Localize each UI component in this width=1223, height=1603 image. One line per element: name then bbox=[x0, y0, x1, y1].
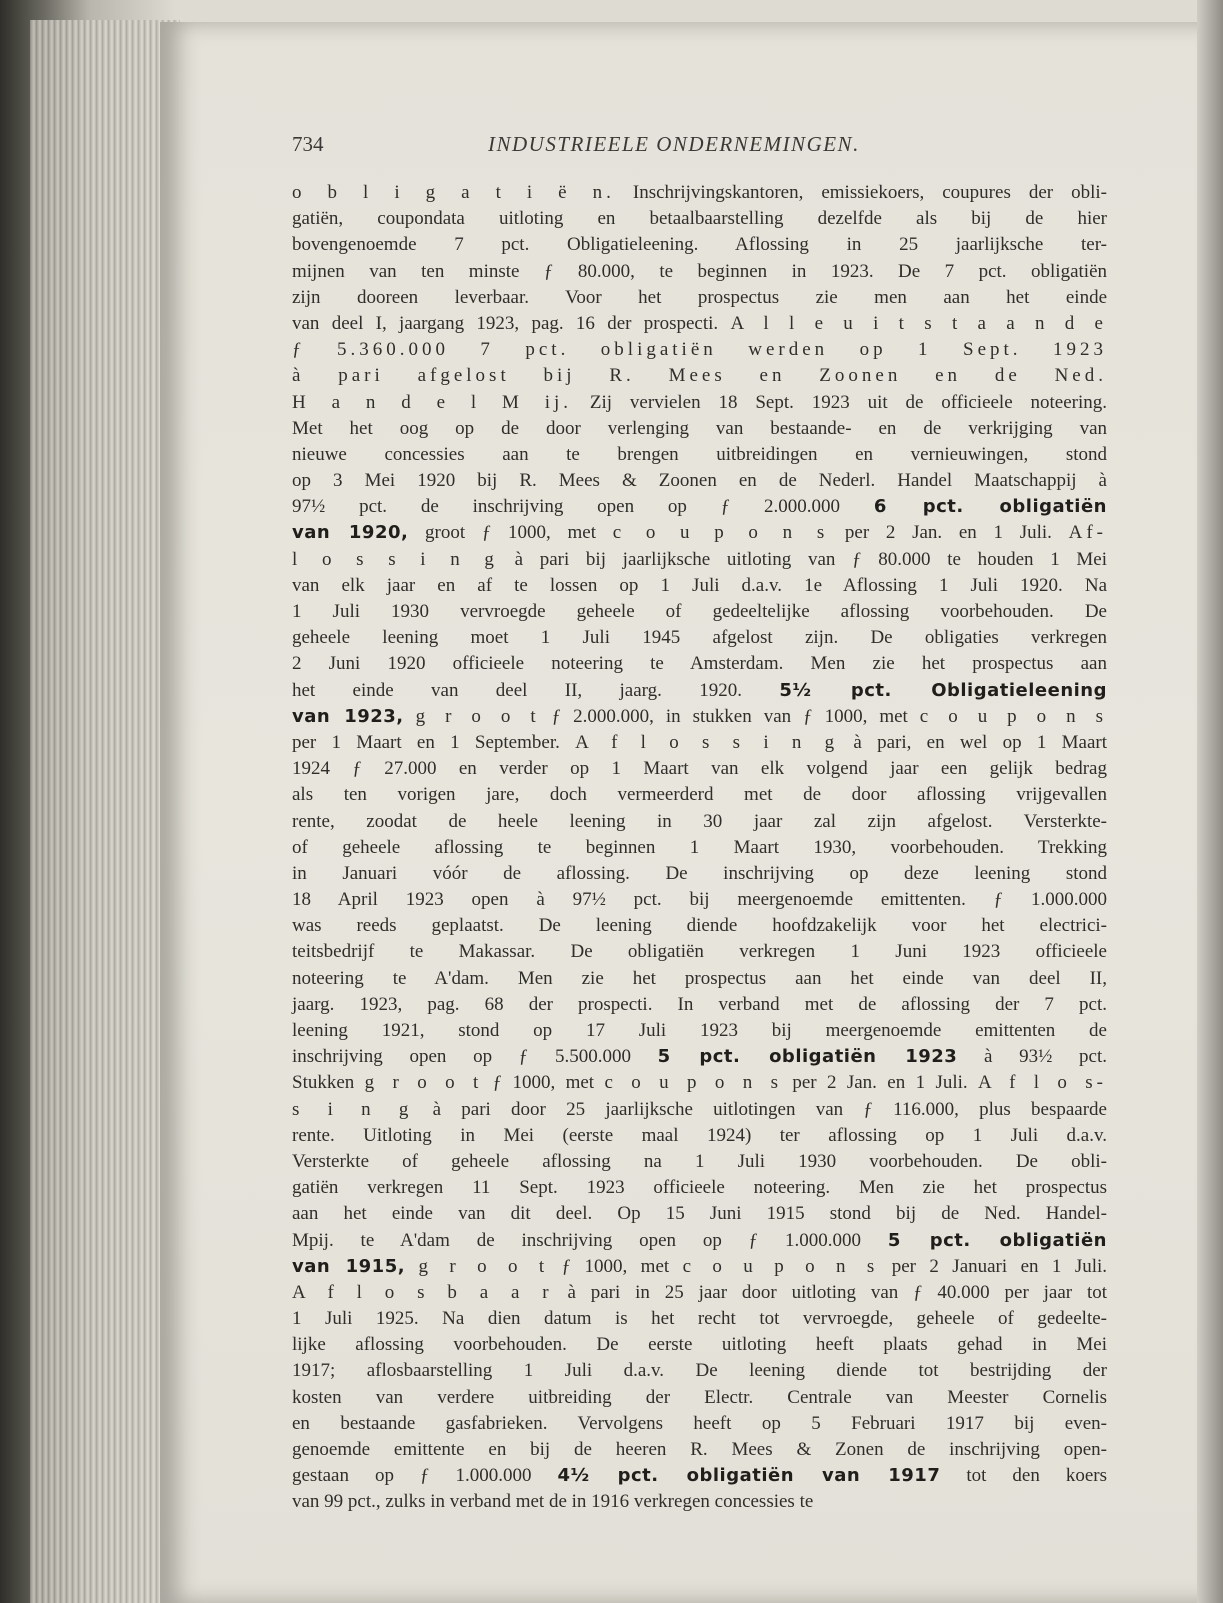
text-line bbox=[292, 337, 1107, 363]
text-line bbox=[292, 966, 1107, 992]
spaced-text-span: c o u p o n s bbox=[604, 1072, 782, 1094]
spaced-text-span: g r o o t bbox=[415, 705, 540, 727]
text-span: in Januari vóór de aflossing. De inschrijving op deze leening stond bbox=[292, 862, 1107, 884]
text-span: of geheele aflossing te beginnen 1 Maart 1930, voorbehouden. Trekking bbox=[292, 836, 1107, 858]
text-span: per 2 Januari en 1 Juli. bbox=[878, 1255, 1108, 1277]
spaced-text-span: A f l o s s i n g bbox=[575, 731, 839, 753]
spaced-text-span: c o u p o n s bbox=[919, 705, 1108, 727]
text-span: 1 Juli 1925. Na dien datum is het recht tot vervroegde, geheele of gedeelte- bbox=[292, 1308, 1107, 1330]
text-span: leening 1921, stond op 17 Juli 1923 bij meergenoemde emittenten de bbox=[292, 1020, 1107, 1041]
right-page-edge bbox=[1197, 0, 1223, 1603]
text-span: genoemde emittente en bij de heeren R. Mees & Zonen de inschrijving open- bbox=[292, 1439, 1107, 1460]
bold-heading-span: 4½ pct. obligatiën van 1917 bbox=[557, 1465, 941, 1487]
text-span: Versterkte of geheele aflossing na 1 Juli 1930 voorbehouden. De obli- bbox=[292, 1150, 1107, 1172]
text-span: gestaan op ƒ 1.000.000 bbox=[292, 1465, 558, 1487]
text-line bbox=[292, 311, 1107, 337]
text-line bbox=[292, 390, 1107, 416]
text-span bbox=[405, 1256, 418, 1277]
bold-heading-span: van 1920, bbox=[292, 522, 409, 544]
text-line bbox=[292, 180, 1107, 206]
text-line bbox=[292, 1097, 1107, 1123]
text-span: à pari bij jaarlijksche uitloting van ƒ 80.000 te houden 1 Mei bbox=[497, 548, 1107, 570]
text-span: gatiën, coupondata uitloting en betaalbaarstelling dezelfde als bij de hier bbox=[292, 208, 1107, 230]
text-span: 2 Juni 1920 officieele noteering te Amsterdam. Men zie het prospectus aan bbox=[292, 653, 1107, 675]
spaced-text-span: ƒ 5.360.000 7 pct. obligatiën werden op 1 Sept. 1923 bbox=[292, 339, 1107, 361]
text-line bbox=[292, 704, 1107, 730]
text-span: lijke aflossing voorbehouden. De eerste uitloting heeft plaats gehad in Mei bbox=[292, 1334, 1107, 1356]
text-line bbox=[292, 1201, 1107, 1227]
text-line bbox=[292, 939, 1107, 965]
text-span: inschrijving open op ƒ 5.500.000 bbox=[292, 1046, 658, 1068]
bold-heading-span: van 1915, bbox=[292, 1255, 406, 1277]
text-line bbox=[292, 599, 1107, 625]
text-span: Inschrijvingskantoren, emissiekoers, coupures der obli- bbox=[614, 182, 1108, 203]
text-line bbox=[292, 468, 1107, 494]
text-line bbox=[292, 782, 1107, 808]
bold-heading-span: 6 pct. obligatiën bbox=[873, 496, 1107, 518]
text-line bbox=[292, 835, 1107, 861]
text-line bbox=[292, 285, 1107, 311]
text-span: à 93½ pct. bbox=[957, 1046, 1108, 1068]
text-span: 1924 ƒ 27.000 en verder op 1 Maart van elk volgend jaar een gelijk bedrag bbox=[292, 758, 1107, 780]
text-line bbox=[292, 1489, 1107, 1515]
text-span: 97½ pct. de inschrijving open op ƒ 2.000.000 bbox=[292, 496, 874, 518]
text-span: was reeds geplaatst. De leening diende hoofdzakelijk voor het electrici- bbox=[292, 915, 1107, 937]
text-line bbox=[292, 547, 1107, 573]
text-line bbox=[292, 259, 1107, 285]
text-line bbox=[292, 442, 1107, 468]
spaced-text-span: l o s s i n g bbox=[292, 548, 498, 570]
text-line bbox=[292, 573, 1107, 599]
text-line bbox=[292, 1070, 1107, 1096]
text-span: van 99 pct., zulks in verband met de in 1916 verkregen concessies te bbox=[292, 1491, 814, 1513]
spaced-text-span: g r o o t bbox=[364, 1072, 483, 1094]
text-span: noteering te A'dam. Men zie het prospectus aan het einde van deel II, bbox=[292, 967, 1107, 989]
spaced-text-span: A f l o s- bbox=[978, 1072, 1107, 1094]
spaced-text-span: H a n d e l M ij. bbox=[292, 391, 573, 413]
text-line bbox=[292, 1149, 1107, 1175]
text-line bbox=[292, 861, 1107, 887]
spaced-text-span: g r o o t bbox=[418, 1255, 549, 1277]
text-span: 1 Juli 1930 vervroegde geheele of gedeeltelijke aflossing voorbehouden. De bbox=[292, 601, 1107, 622]
text-span: Mpij. te A'dam de inschrijving open op ƒ 1.000.000 bbox=[292, 1229, 888, 1251]
text-span: à pari door 25 jaarlijksche uitlotingen van ƒ 116.000, plus bespaarde bbox=[412, 1098, 1107, 1120]
text-line bbox=[292, 1018, 1107, 1044]
text-line bbox=[292, 1175, 1107, 1201]
text-span: mijnen van ten minste ƒ 80.000, te beginnen in 1923. De 7 pct. obligatiën bbox=[292, 260, 1107, 282]
spaced-text-span: s i n g bbox=[292, 1098, 413, 1120]
text-span: per 2 Jan. en 1 Juli. bbox=[828, 522, 1069, 544]
text-line bbox=[292, 1123, 1107, 1149]
text-span: en bestaande gasfabrieken. Vervolgens heeft op 5 Februari 1917 bij even- bbox=[292, 1412, 1107, 1434]
text-line bbox=[292, 809, 1107, 835]
text-span: aan het einde van dit deel. Op 15 Juni 1915 stond bij de Ned. Handel- bbox=[292, 1203, 1107, 1225]
text-span: gatiën verkregen 11 Sept. 1923 officieele noteering. Men zie het prospectus bbox=[292, 1177, 1107, 1199]
text-span: op 3 Mei 1920 bij R. Mees & Zoonen en de Nederl. Handel Maatschappij à bbox=[292, 470, 1107, 492]
text-span: Zij vervielen 18 Sept. 1923 uit de officieele noteering. bbox=[572, 391, 1108, 413]
text-span: ƒ 1000, met bbox=[548, 1255, 683, 1277]
text-line bbox=[292, 756, 1107, 782]
text-line bbox=[292, 625, 1107, 651]
text-span: Stukken bbox=[292, 1072, 365, 1094]
text-span: teitsbedrijf te Makassar. De obligatiën verkregen 1 Juni 1923 officieele bbox=[292, 941, 1107, 963]
text-line bbox=[292, 1385, 1107, 1411]
text-span: rente, zoodat de heele leening in 30 jaar zal zijn afgelost. Versterkte- bbox=[292, 810, 1107, 832]
text-line bbox=[292, 494, 1107, 520]
text-line bbox=[292, 1280, 1107, 1306]
text-line bbox=[292, 1306, 1107, 1332]
spaced-text-span: A l l e u i t s t a a n d e bbox=[730, 312, 1107, 334]
text-line bbox=[292, 1411, 1107, 1437]
text-span: per 2 Jan. en 1 Juli. bbox=[781, 1072, 979, 1094]
bold-heading-span: 5 pct. obligatiën 1923 bbox=[657, 1046, 958, 1068]
spaced-text-span: A f l o s b a a r bbox=[292, 1281, 553, 1303]
spaced-text-span: o b l i g a t i ë n. bbox=[292, 182, 615, 203]
text-span: het einde van deel II, jaarg. 1920. bbox=[292, 679, 780, 701]
spaced-text-span: c o u p o n s bbox=[612, 522, 829, 544]
text-span: Met het oog op de door verlenging van bestaande- en de verkrijging van bbox=[292, 417, 1107, 439]
text-span: van elk jaar en af te lossen op 1 Juli d.a.v. 1e Aflossing 1 Juli 1920. Na bbox=[292, 574, 1107, 596]
bold-heading-span: 5 pct. obligatiën bbox=[887, 1229, 1107, 1251]
text-span: groot ƒ 1000, met bbox=[408, 522, 613, 544]
text-span: van deel I, jaargang 1923, pag. 16 der prospecti. bbox=[292, 312, 731, 334]
text-span: nieuwe concessies aan te brengen uitbreidingen en vernieuwingen, stond bbox=[292, 443, 1107, 465]
text-line bbox=[292, 1228, 1107, 1254]
text-line bbox=[292, 1463, 1107, 1489]
text-line bbox=[292, 363, 1107, 389]
text-span: à pari, en wel op 1 Maart bbox=[838, 731, 1107, 753]
text-span: geheele leening moet 1 Juli 1945 afgelost zijn. De obligaties verkregen bbox=[292, 627, 1107, 649]
text-span: à pari in 25 jaar door uitloting van ƒ 40.000 per jaar tot bbox=[552, 1281, 1108, 1303]
spaced-text-span: c o u p o n s bbox=[682, 1255, 879, 1277]
text-line bbox=[292, 992, 1107, 1018]
spaced-text-span: Af- bbox=[1068, 522, 1107, 544]
text-line bbox=[292, 887, 1107, 913]
text-line bbox=[292, 1358, 1107, 1384]
text-line bbox=[292, 1437, 1107, 1463]
text-span: rente. Uitloting in Mei (eerste maal 1924) ter aflossing op 1 Juli d.a.v. bbox=[292, 1124, 1107, 1146]
bold-heading-span: van 1923, bbox=[292, 705, 404, 727]
text-span: als ten vorigen jare, doch vermeerderd met de door aflossing vrijgevallen bbox=[292, 784, 1107, 806]
text-line bbox=[292, 232, 1107, 258]
text-line bbox=[292, 520, 1107, 546]
text-span: jaarg. 1923, pag. 68 der prospecti. In verband met de aflossing der 7 pct. bbox=[292, 993, 1107, 1015]
text-line bbox=[292, 730, 1107, 756]
text-line bbox=[292, 651, 1107, 677]
text-span: 18 April 1923 open à 97½ pct. bij meergenoemde emittenten. ƒ 1.000.000 bbox=[292, 889, 1107, 911]
bold-heading-span: 5½ pct. Obligatieleening bbox=[779, 679, 1107, 701]
page-edges bbox=[30, 20, 180, 1603]
text-span: ƒ 1000, met bbox=[482, 1072, 605, 1094]
page-number: 734 bbox=[292, 132, 324, 156]
text-span bbox=[404, 706, 416, 727]
text-line bbox=[292, 913, 1107, 939]
running-head bbox=[292, 132, 1092, 162]
body-text bbox=[292, 180, 1107, 1516]
text-span: 1917; aflosbaarstelling 1 Juli d.a.v. De leening diende tot bestrijding der bbox=[292, 1360, 1107, 1382]
text-span: tot den koers bbox=[940, 1465, 1107, 1487]
text-span: kosten van verdere uitbreiding der Electr. Centrale van Meester Cornelis bbox=[292, 1386, 1107, 1408]
spaced-text-span: à pari afgelost bij R. Mees en Zoonen en de Ned. bbox=[292, 365, 1107, 387]
text-span: bovengenoemde 7 pct. Obligatieleening. Aflossing in 25 jaarlijksche ter- bbox=[292, 234, 1107, 256]
text-span: per 1 Maart en 1 September. bbox=[292, 731, 576, 753]
text-line bbox=[292, 1254, 1107, 1280]
text-span: ƒ 2.000.000, in stukken van ƒ 1000, met bbox=[539, 705, 920, 727]
text-line bbox=[292, 416, 1107, 442]
text-line bbox=[292, 678, 1107, 704]
running-title: INDUSTRIEELE ONDERNEMINGEN. bbox=[488, 132, 860, 156]
text-line bbox=[292, 1044, 1107, 1070]
text-line bbox=[292, 1332, 1107, 1358]
text-line bbox=[292, 206, 1107, 232]
text-span: zijn dooreen leverbaar. Voor het prospectus zie men aan het einde bbox=[292, 286, 1107, 308]
